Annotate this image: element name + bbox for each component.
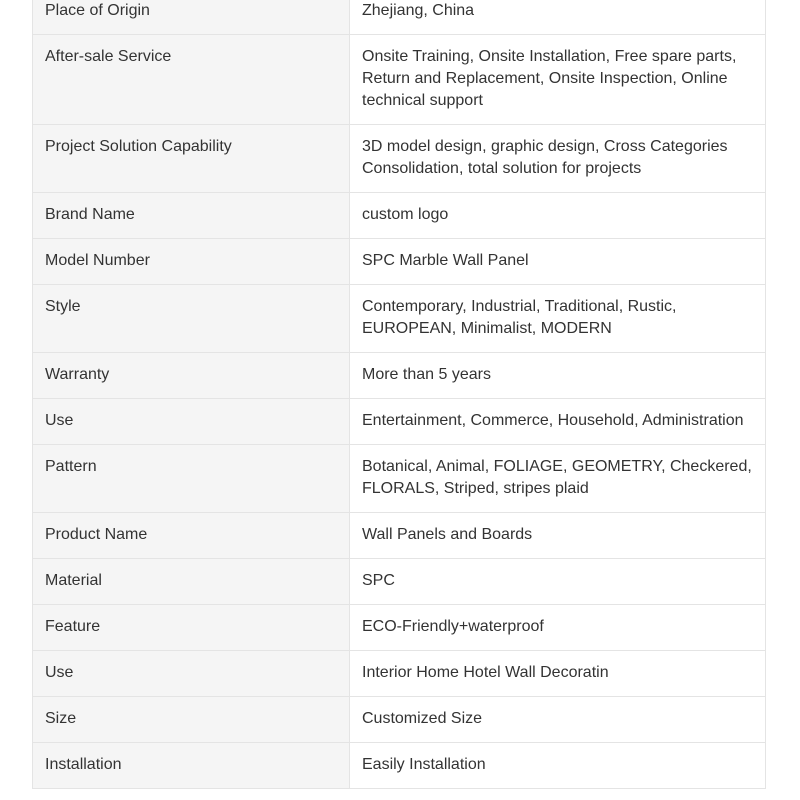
attribute-value: Onsite Training, Onsite Installation, Free spare parts, Return and Replacement, Onsite Inspection, Online technical support (350, 35, 766, 125)
table-row (33, 445, 766, 513)
attribute-value: Customized Size (350, 697, 766, 743)
table-row (33, 125, 766, 193)
attribute-value: SPC (350, 559, 766, 605)
attribute-value: More than 5 years (350, 353, 766, 399)
attribute-name: Warranty (33, 353, 350, 399)
attribute-name: Installation (33, 743, 350, 789)
attribute-name: Use (33, 399, 350, 445)
table-row (33, 285, 766, 353)
attribute-name: Material (33, 559, 350, 605)
attribute-value: custom logo (350, 193, 766, 239)
table-row (33, 513, 766, 559)
attribute-name: Project Solution Capability (33, 125, 350, 193)
table-row (33, 697, 766, 743)
attribute-name: Place of Origin (33, 0, 350, 35)
attribute-name: Model Number (33, 239, 350, 285)
attribute-name: Style (33, 285, 350, 353)
table-row (33, 399, 766, 445)
product-attributes-table (32, 0, 766, 789)
table-row (33, 605, 766, 651)
attribute-value: Interior Home Hotel Wall Decoratin (350, 651, 766, 697)
attribute-name: Use (33, 651, 350, 697)
table-row (33, 651, 766, 697)
attribute-value: Entertainment, Commerce, Household, Administration (350, 399, 766, 445)
attribute-name: Pattern (33, 445, 350, 513)
attribute-value: ECO-Friendly+waterproof (350, 605, 766, 651)
attribute-value: Easily Installation (350, 743, 766, 789)
table-row (33, 0, 766, 35)
attribute-name: Feature (33, 605, 350, 651)
attribute-value: Contemporary, Industrial, Traditional, Rustic, EUROPEAN, Minimalist, MODERN (350, 285, 766, 353)
attribute-name: Size (33, 697, 350, 743)
attribute-value: 3D model design, graphic design, Cross Categories Consolidation, total solution for projects (350, 125, 766, 193)
product-attributes-table-container (32, 0, 765, 789)
table-row (33, 35, 766, 125)
table-row (33, 239, 766, 285)
attribute-value: Zhejiang, China (350, 0, 766, 35)
attribute-value: SPC Marble Wall Panel (350, 239, 766, 285)
table-row (33, 193, 766, 239)
attribute-name: After-sale Service (33, 35, 350, 125)
table-row (33, 353, 766, 399)
attribute-value: Wall Panels and Boards (350, 513, 766, 559)
attribute-name: Product Name (33, 513, 350, 559)
attribute-value: Botanical, Animal, FOLIAGE, GEOMETRY, Checkered, FLORALS, Striped, stripes plaid (350, 445, 766, 513)
table-row (33, 743, 766, 789)
attribute-name: Brand Name (33, 193, 350, 239)
table-row (33, 559, 766, 605)
